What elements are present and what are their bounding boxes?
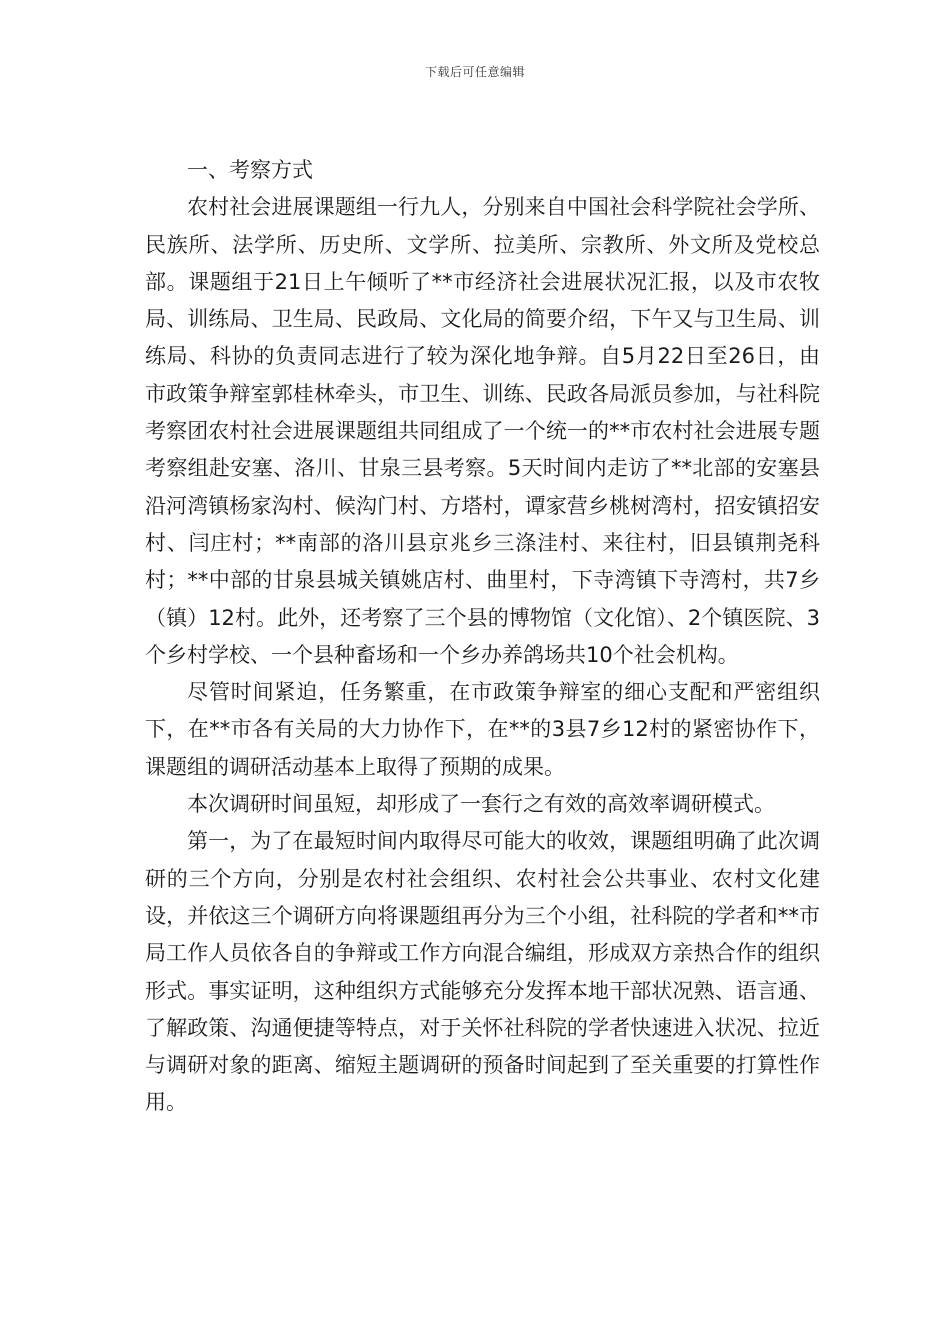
body-paragraph: 本次调研时间虽短，却形成了一套行之有效的高效率调研模式。 — [187, 792, 775, 817]
body-paragraph: 第一，为了在最短时间内取得尽可能大的收效，课题组明确了此次调研的三个方向，分别是农村社会组织、农村社会公共事业、农村文化建设，并依这三个调研方向将课题组再分为三个小组，社科院的学者和**市局工作人员依各自的争辩或工作方向混合编组，形成双方亲热合作的组织形式。事实证明，这种组织方式能够充分发挥本地干部状况熟、语言通、了解政策、沟通便捷等特点，对于关怀社科院的学者快速进入状况、拉近与调研对象的距离、缩短主题调研的预备时间起到了至关重要的打算性作用。 — [145, 829, 820, 1115]
header-note: 下载后可任意编辑 — [424, 65, 525, 79]
document-body — [145, 152, 820, 1122]
body-paragraph: 尽管时间紧迫，任务繁重，在市政策争辩室的细心支配和严密组织下，在**市各有关局的大力协作下，在**的3县7乡12村的紧密协作下，课题组的调研活动基本上取得了预期的成果。 — [145, 680, 820, 779]
body-paragraph: 农村社会进展课题组一行九人，分别来自中国社会科学院社会学所、民族所、法学所、历史所、文学所、拉美所、宗教所、外文所及党校总部。课题组于21日上午倾听了**市经济社会进展状况汇报，以及市农牧局、训练局、卫生局、民政局、文化局的简要介绍，下午又与卫生局、训练局、科协的负责同志进行了较为深化地争辩。自5月22日至26日，由市政策争辩室郭桂林牵头，市卫生、训练、民政各局派员参加，与社科院考察团农村社会进展课题组共同组成了一个统一的**市农村社会进展专题考察组赴安塞、洛川、甘泉三县考察。5天时间内走访了**北部的安塞县沿河湾镇杨家沟村、候沟门村、方塔村，谭家营乡桃树湾村，招安镇招安村、闫庄村；**南部的洛川县京兆乡三涤洼村、来往村，旧县镇荆尧科村；**中部的甘泉县城关镇姚店村、曲里村，下寺湾镇下寺湾村，共7乡（镇）12村。此外，还考察了三个县的博物馆（文化馆）、2个镇医院、3个乡村学校、一个县种畜场和一个乡办养鸽场共10个社会机构。 — [145, 195, 820, 667]
section-heading: 一、考察方式 — [187, 158, 313, 182]
